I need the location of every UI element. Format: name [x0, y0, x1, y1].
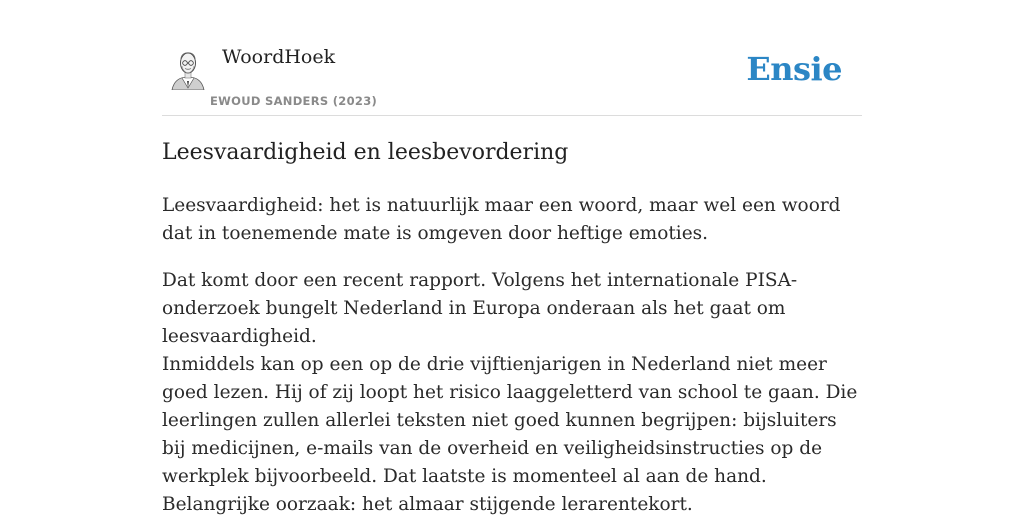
site-header: [162, 0, 862, 116]
article-paragraph: Inmiddels kan op een op de drie vijftienjarigen in Nederland niet meer goed lezen. Hij of zij loopt het risico laaggeletterd van school te gaan. Die leerlingen zullen allerlei teksten niet goed kunnen begrijpen: bijsluiters bij medicijnen, e-mails van de overheid en veiligheidsinstructies op de werkplek bijvoorbeeld. Dat laatste is momenteel al aan de hand. Belangrijke oorzaak: het almaar stijgende lerarentekort.: [162, 354, 858, 515]
article-title: Leesvaardigheid en leesbevordering: [162, 140, 569, 165]
site-name[interactable]: WoordHoek: [222, 46, 336, 68]
article-paragraph: Dat komt door een recent rapport. Volgens het internationale PISA-onderzoek bungelt Nederland in Europa onderaan als het gaat om leesvaardigheid.: [162, 270, 798, 347]
article-paragraph: Leesvaardigheid: het is natuurlijk maar een woord, maar wel een woord dat in toenemende mate is omgeven door heftige emoties.: [162, 195, 841, 244]
author-label: EWOUD SANDERS (2023): [210, 94, 378, 108]
brand-logo[interactable]: Ensie: [746, 50, 842, 88]
page-container: [162, 0, 862, 515]
portrait-sketch-icon: [168, 48, 208, 90]
